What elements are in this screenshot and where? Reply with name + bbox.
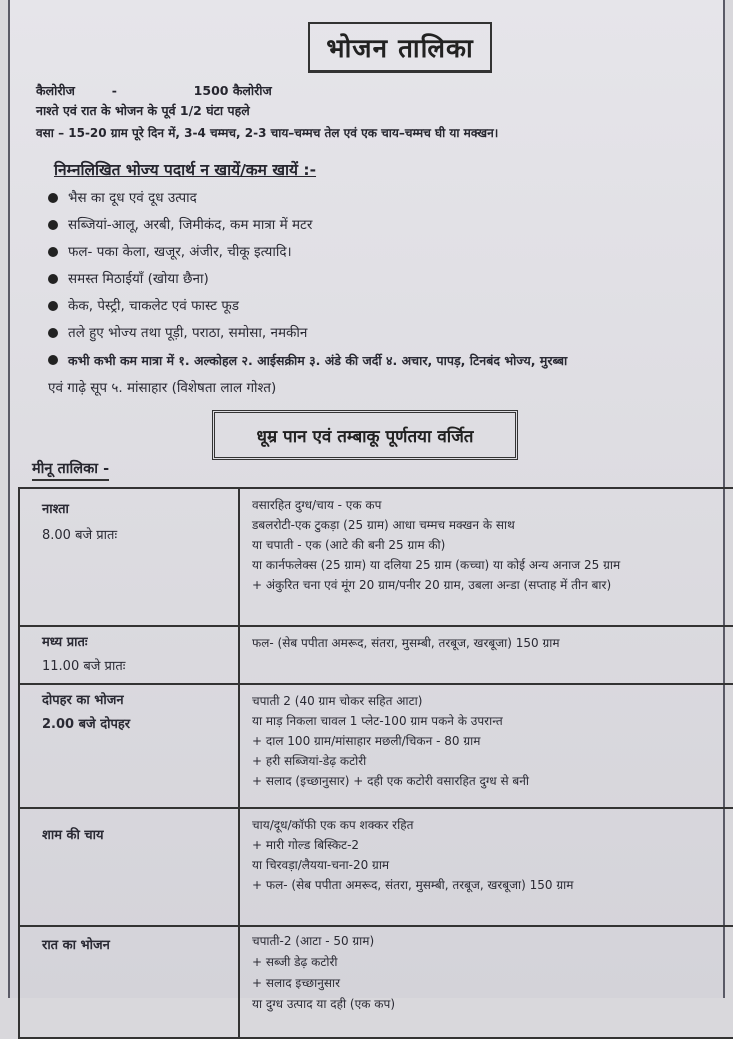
meal-time: 2.00 बजे दोपहर [42,717,131,732]
list-item [48,212,728,239]
meal-time: 8.00 बजे प्रातः [42,528,118,543]
meal-item: या दुग्ध उत्पाद या दही (एक कप) [252,997,395,1011]
avoid-foods-heading: निम्नलिखित भोज्य पदार्थ न खायें/कम खायें :- [54,161,317,179]
meal-item: चपाती 2 (40 ग्राम चोकर सहित आटा) [252,694,423,708]
meal-name: रात का भोजन [42,938,110,953]
list-item-text: समस्त मिठाईयाँ (खोया छैना) [68,271,209,287]
table-row [19,626,733,684]
bullet-icon [48,355,58,365]
meal-item: + मारी गोल्ड बिस्किट-2 [252,838,360,852]
list-item [48,293,728,320]
page-title: भोजन तालिका [308,22,492,73]
meal-items-cell [239,626,733,684]
meal-cell [19,808,239,926]
list-item [48,239,728,266]
meal-items-cell [239,926,733,1038]
meal-item: फल- (सेब पपीता अमरूद, संतरा, मुसम्बी, तरबूज, खरबूजा) 150 ग्राम [252,636,560,650]
table-row [19,808,733,926]
meal-name: दोपहर का भोजन [42,693,124,708]
meal-item: वसारहित दुग्ध/चाय - एक कप [252,498,382,512]
meal-name: शाम की चाय [42,828,104,843]
meal-items-cell [239,684,733,808]
bullet-icon [48,193,58,203]
calorie-line [36,82,272,99]
meal-item: + सलाद इच्छानुसार [252,976,341,990]
meal-cell [19,626,239,684]
bullet-icon [48,220,58,230]
bullet-icon [48,301,58,311]
meal-cell [19,926,239,1038]
bullet-icon [48,274,58,284]
avoid-foods-list [48,185,728,374]
meal-cell [19,488,239,626]
menu-heading: मीनू तालिका - [32,458,109,481]
list-item-text: कभी कभी कम मात्रा में १. अल्कोहल २. आईसक्रीम ३. अंडे की जर्दी ४. अचार, पापड़, टिनबंद भोज्य, मुरब्बा [68,353,568,368]
list-item [48,266,728,293]
meal-item: या चपाती - एक (आटे की बनी 25 ग्राम की) [252,538,446,552]
fat-note: वसा – 15-20 ग्राम पूरे दिन में, 3-4 चम्मच, 2-3 चाय–चम्मच तेल एवं एक चाय–चम्मच घी या मक्खन। [36,126,499,140]
meal-item: या कार्नफलेक्स (25 ग्राम) या दलिया 25 ग्राम (कच्चा) या कोई अन्य अनाज 25 ग्राम [252,558,621,572]
meal-item: डबलरोटी-एक टुकड़ा (25 ग्राम) आधा चम्मच मक्खन के साथ [252,518,515,532]
bullet-icon [48,328,58,338]
table-row [19,684,733,808]
diet-chart-page [8,0,725,1011]
meal-item: या चिरवड़ा/लैयया-चना-20 ग्राम [252,858,390,872]
menu-table [18,487,733,1039]
calorie-value: 1500 कैलोरीज [193,83,272,98]
meal-items-cell [239,808,733,926]
meal-item: + दाल 100 ग्राम/मांसाहार मछली/चिकन - 80 ग्राम [252,734,481,748]
meal-item: + अंकुरित चना एवं मूंग 20 ग्राम/पनीर 20 ग्राम, उबला अन्डा (सप्ताह में तीन बार) [252,578,612,592]
meal-items-cell [239,488,733,626]
meal-cell [19,684,239,808]
list-item-text: तले हुए भोज्य तथा पूड़ी, पराठा, समोसा, नमकीन [68,325,308,341]
list-item [48,185,728,212]
meal-item: + फल- (सेब पपीता अमरूद, संतरा, मुसम्बी, तरबूज, खरबूजा) 150 ग्राम [252,878,574,892]
meal-name: नाश्ता [42,502,69,517]
calorie-label: कैलोरीज [36,83,75,98]
meal-item: + सलाद (इच्छानुसार) + दही एक कटोरी वसारहित दुग्ध से बनी [252,774,530,788]
meal-item: या माड़ निकला चावल 1 प्लेट-100 ग्राम पकने के उपरान्त [252,714,503,728]
avoid-foods-continuation: एवं गाढ़े सूप ५. मांसाहार (विशेषता लाल गोश्त) [48,380,277,396]
meal-time: 11.00 बजे प्रातः [42,659,126,674]
meal-item: चाय/दूध/कॉफी एक कप शक्कर रहित [252,818,414,832]
table-row [19,488,733,626]
list-item-text: फल- पका केला, खजूर, अंजीर, चीकू इत्यादि। [68,244,292,260]
meal-item: चपाती-2 (आटा - 50 ग्राम) [252,934,375,948]
meal-item: + हरी सब्जियां-डेढ़ कटोरी [252,754,367,768]
meal-item: + सब्जी डेढ़ कटोरी [252,955,338,969]
no-smoking-banner: धूम्र पान एवं तम्बाकू पूर्णतया वर्जित [212,410,518,460]
bullet-icon [48,247,58,257]
meal-name: मध्य प्रातः [42,635,88,650]
list-item-text: सब्जियां-आलू, अरबी, जिमीकंद, कम मात्रा में मटर [68,217,313,233]
list-item-text: भैस का दूध एवं दूध उत्पाद [68,190,197,206]
list-item-text: केक, पेस्ट्री, चाकलेट एवं फास्ट फूड [68,298,239,314]
calorie-dash: - [111,83,117,98]
list-item [48,320,728,347]
list-item [48,347,728,374]
timing-note: नाश्ते एवं रात के भोजन के पूर्व 1/2 घंटा पहले [36,103,250,118]
table-row [19,926,733,1038]
